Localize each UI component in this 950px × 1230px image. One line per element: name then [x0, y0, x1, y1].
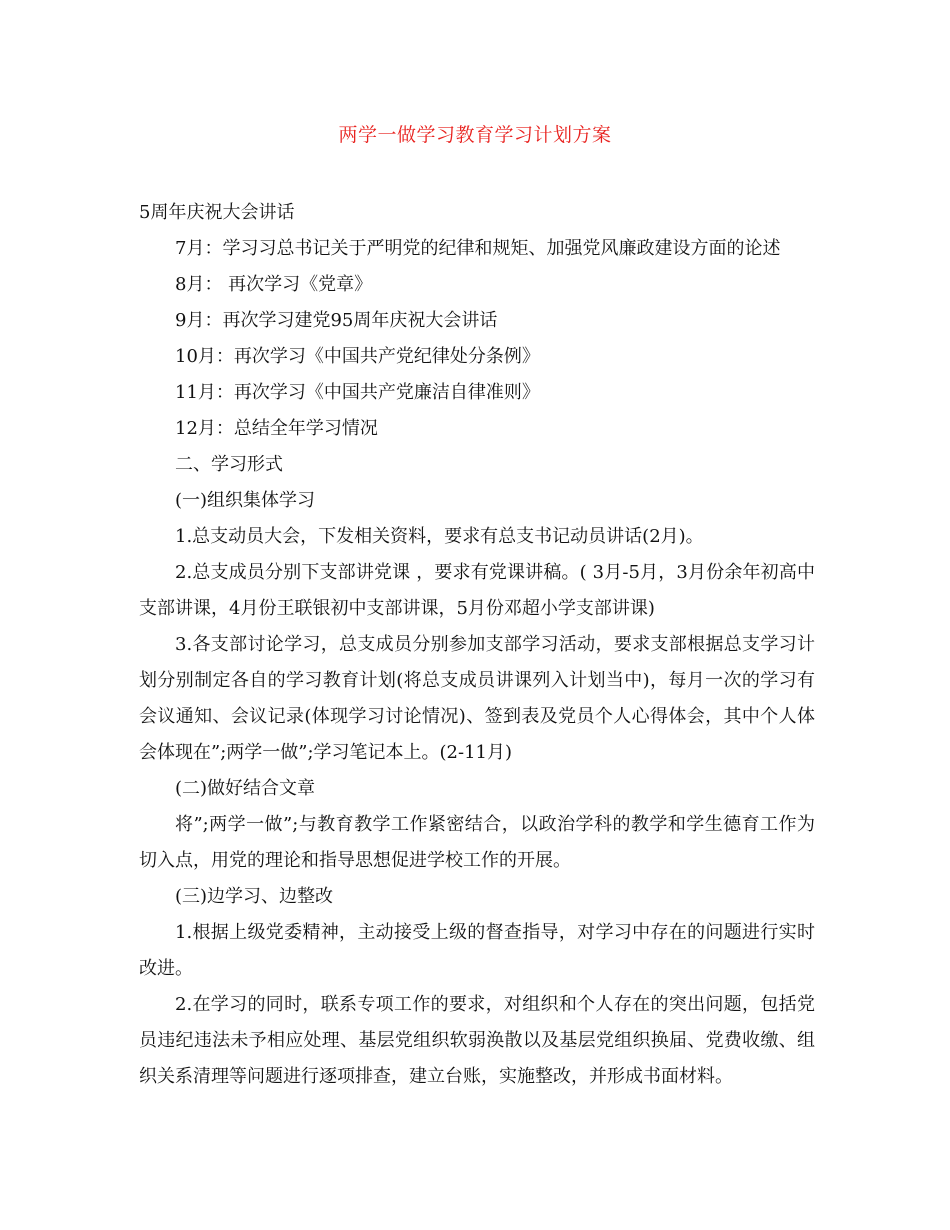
paragraph: (三)边学习、边整改 — [175, 886, 334, 907]
paragraph: 12月：总结全年学习情况 — [175, 418, 378, 439]
paragraph: 11月：再次学习《中国共产党廉洁自律准则》 — [175, 382, 540, 403]
paragraph: 8月： 再次学习《党章》 — [175, 274, 373, 295]
paragraph: 二、学习形式 — [175, 454, 283, 475]
paragraph: 10月：再次学习《中国共产党纪律处分条例》 — [175, 346, 540, 367]
paragraph: 2.在学习的同时，联系专项工作的要求，对组织和个人存在的突出问题，包括党员违纪违法未予相应处理、基层党组织软弱涣散以及基层党组织换届、党费收缴、组织关系清理等问题进行逐项排查，建立台账，实施整改，并形成书面材料。 — [139, 994, 815, 1087]
paragraph: 5周年庆祝大会讲话 — [139, 202, 295, 223]
paragraph: 将”;两学一做”;与教育教学工作紧密结合，以政治学科的教学和学生德育工作为切入点，用党的理论和指导思想促进学校工作的开展。 — [139, 814, 815, 871]
paragraph: (二)做好结合文章 — [175, 778, 316, 799]
document-body — [139, 195, 815, 1095]
document-title: 两学一做学习教育学习计划方案 — [338, 124, 612, 146]
paragraph: 1.根据上级党委精神，主动接受上级的督查指导，对学习中存在的问题进行实时改进。 — [139, 922, 815, 979]
paragraph: 2.总支成员分别下支部讲党课 ，要求有党课讲稿。( 3月-5月，3月份余年初高中支部讲课，4月份王联银初中支部讲课，5月份邓超小学支部讲课) — [139, 562, 815, 619]
paragraph: 9月：再次学习建党95周年庆祝大会讲话 — [175, 310, 498, 331]
paragraph: (一)组织集体学习 — [175, 490, 316, 511]
paragraph: 7月：学习习总书记关于严明党的纪律和规矩、加强党风廉政建设方面的论述 — [175, 238, 781, 259]
paragraph: 1.总支动员大会，下发相关资料，要求有总支书记动员讲话(2月)。 — [175, 526, 704, 547]
paragraph: 3.各支部讨论学习，总支成员分别参加支部学习活动，要求支部根据总支学习计划分别制定各自的学习教育计划(将总支成员讲课列入计划当中)，每月一次的学习有会议通知、会议记录(体现学习讨论情况)、签到表及党员个人心得体会，其中个人体会体现在”;两学一做”;学习笔记本上。(2-11月) — [139, 634, 815, 763]
